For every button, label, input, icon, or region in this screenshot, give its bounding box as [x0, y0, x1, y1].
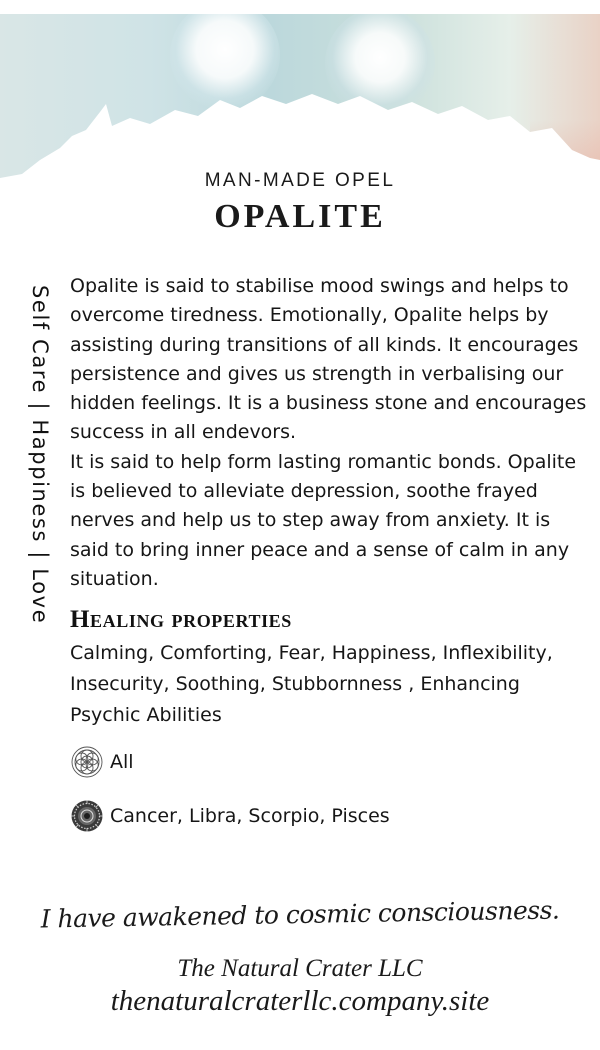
stone-title: OPALITE [214, 198, 386, 235]
company-name: The Natural Crater LLC [177, 955, 423, 982]
zodiac-row [70, 799, 590, 833]
main-content [70, 272, 590, 833]
chakra-value: All [110, 751, 134, 774]
description [70, 272, 590, 594]
company-website[interactable]: thenaturalcraterllc.company.site [110, 985, 490, 1017]
chakra-row [70, 745, 590, 779]
description-paragraph: It is said to help form lasting romantic bonds. Opalite is believed to alleviate depression, soothe frayed nerves and help us to step away from anxiety. It is said to bring inner peace and a sense of calm in any situation. [70, 450, 577, 590]
healing-properties: Calming, Comforting, Fear, Happiness, Inflexibility, Insecurity, Soothing, Stubbornness , Enhancing Psychic Abilities [70, 642, 553, 727]
zodiac-value: Cancer, Libra, Scorpio, Pisces [110, 805, 390, 828]
sidebar-tagline: Self Care | Happiness | Love [28, 285, 52, 625]
healing-heading: Healing properties [70, 606, 292, 634]
flower-of-life-icon [70, 745, 104, 779]
description-paragraph: Opalite is said to stabilise mood swings and helps to overcome tiredness. Emotionally, Opalite helps by assisting during transitions of all kinds. It encourages persistence and gives us strength in verbalising our hidden feelings. It is a business stone and encourages success in all endevors. [70, 275, 587, 444]
stone-subtitle: MAN-MADE OPEL [204, 170, 396, 191]
zodiac-wheel-icon [70, 799, 104, 833]
signature-quote: I have awakened to cosmic consciousness. [40, 895, 560, 934]
